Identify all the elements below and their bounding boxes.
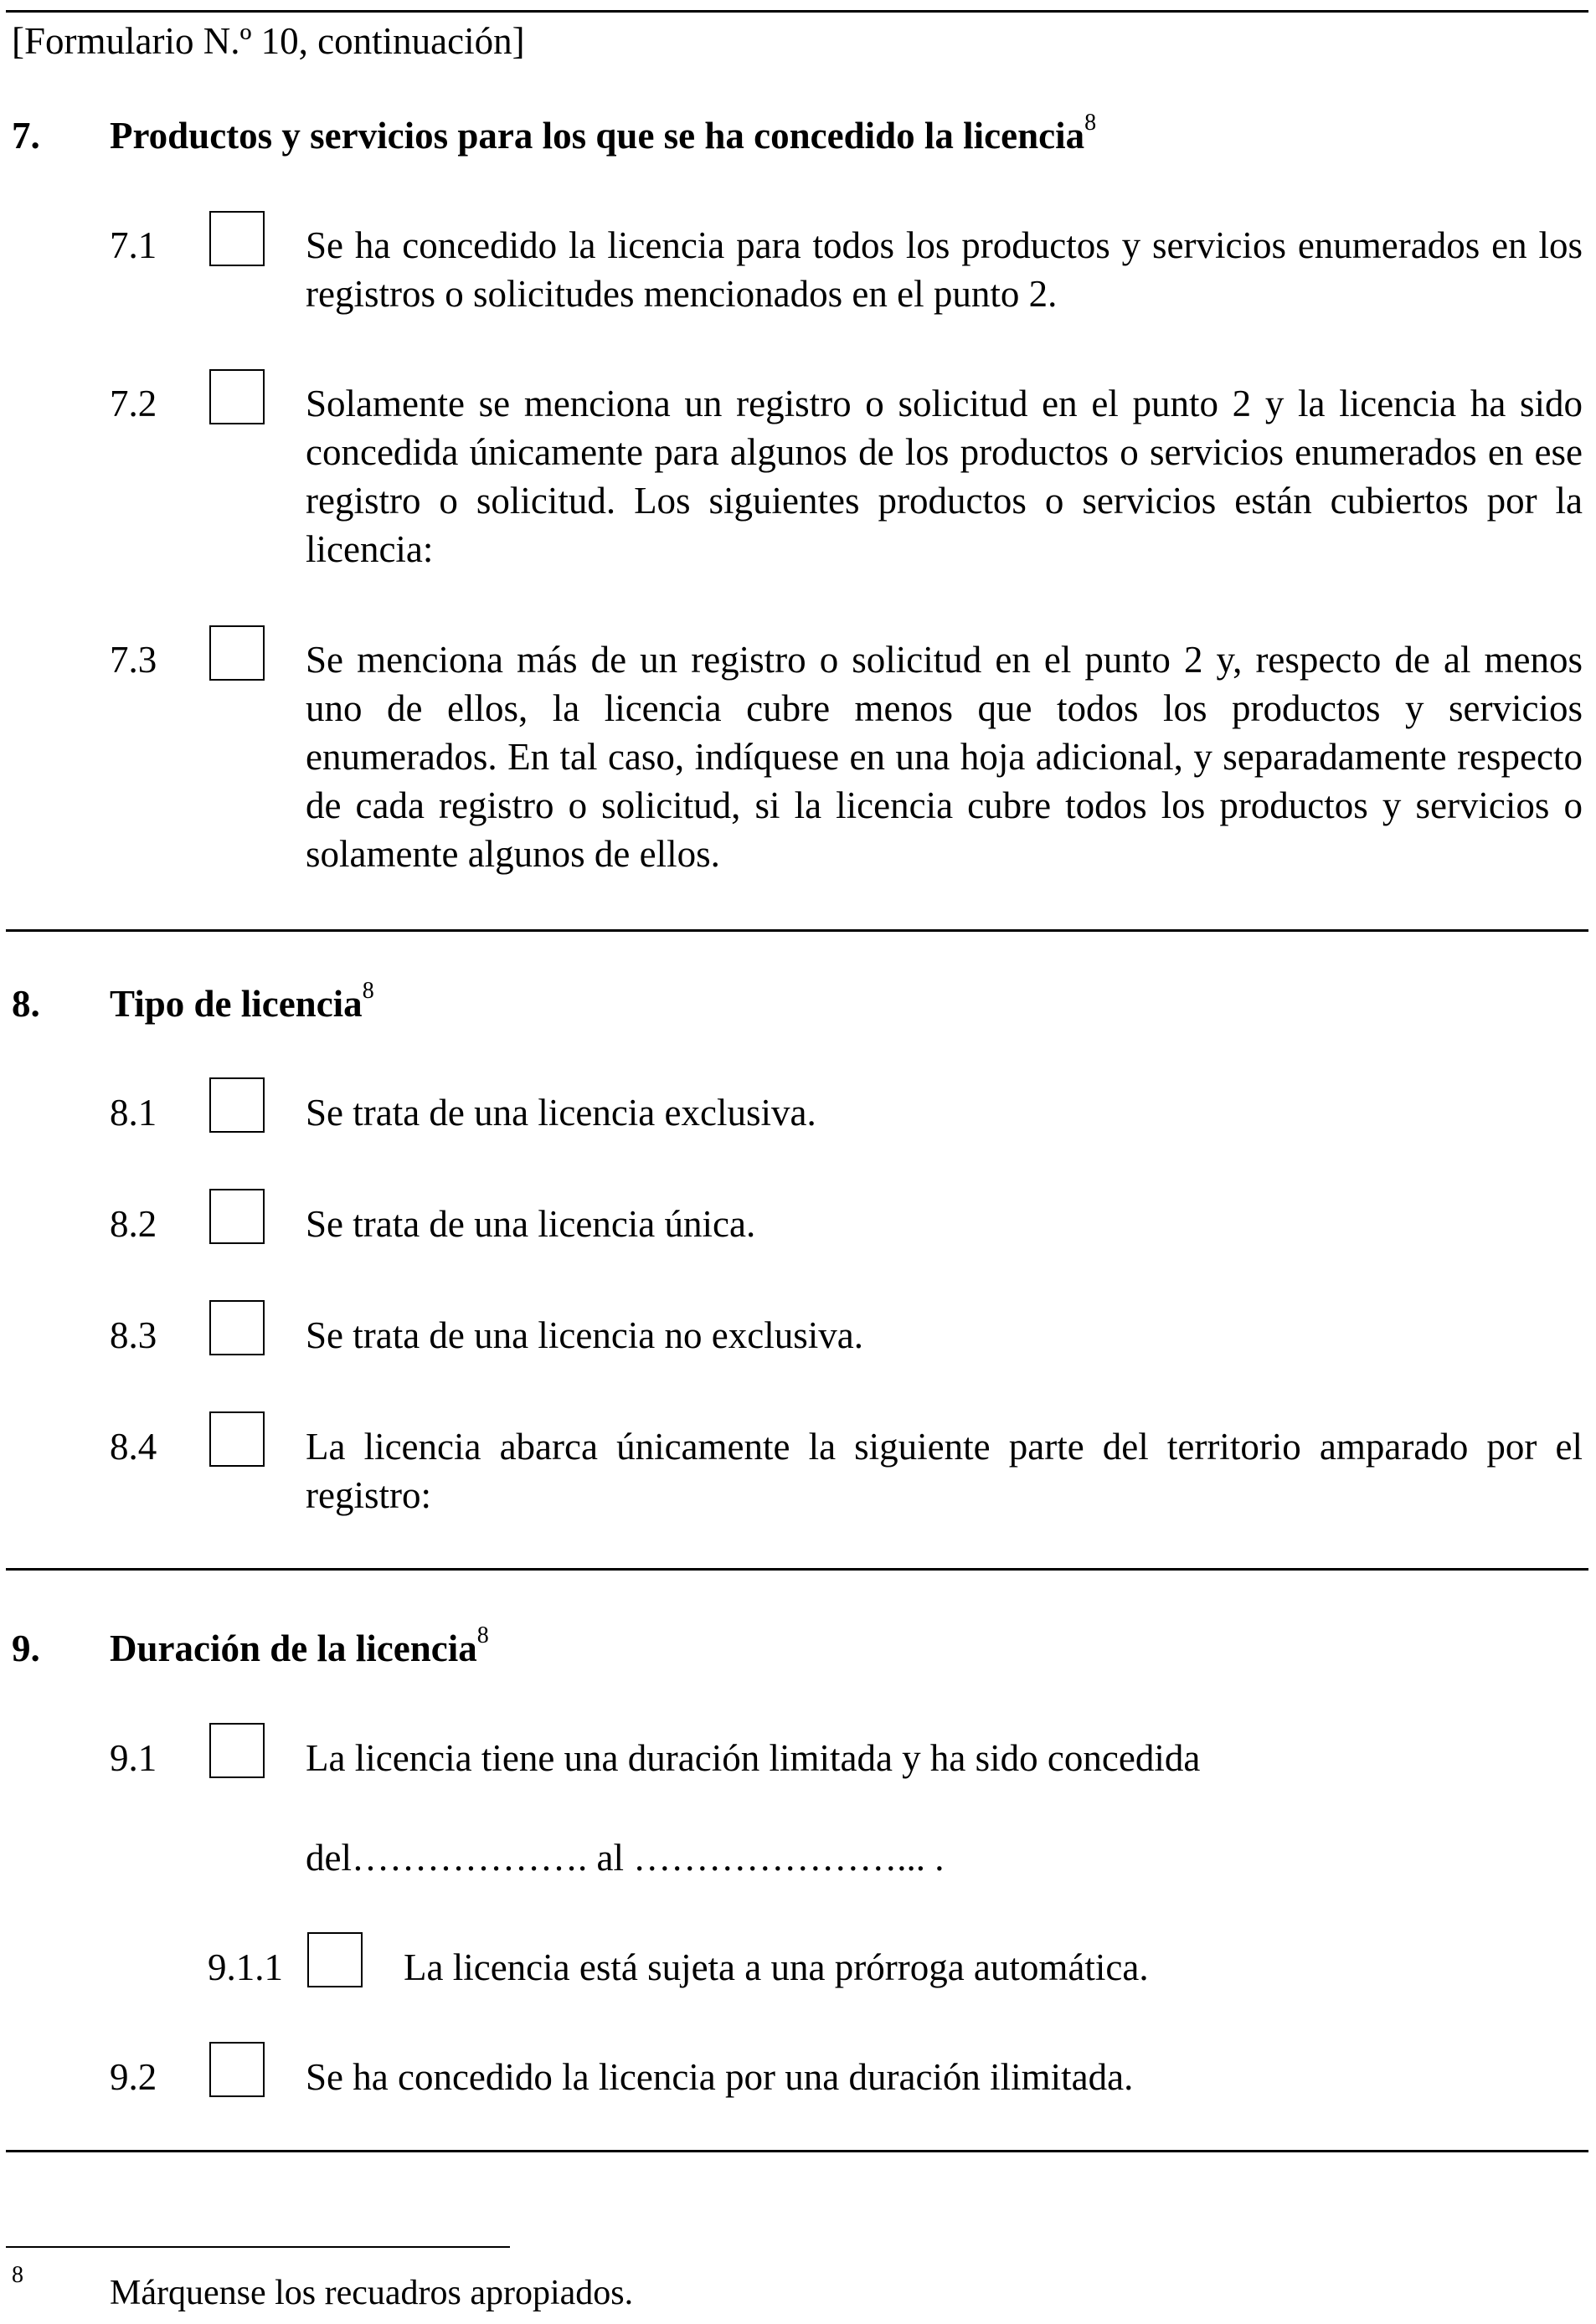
item-8-3-number: 8.3 bbox=[110, 1314, 157, 1356]
item-8-2-text: Se trata de una licencia única. bbox=[306, 1203, 756, 1245]
item-7-3-text: Se menciona más de un registro o solicitud en el punto 2 y, respecto de al menos uno de ellos, la licencia cubre menos que todos los productos y servicios enumerados. En tal caso, indíquese en una hoja adicional, y separadamente respecto de cada registro o solicitud, si la licencia cubre todos los productos y servicios o solamente algunos de ellos. bbox=[306, 639, 1583, 875]
item-7-3-checkbox[interactable] bbox=[209, 625, 265, 681]
item-9-2-text: Se ha concedido la licencia por una duración ilimitada. bbox=[306, 2056, 1134, 2098]
section-7-title bbox=[110, 111, 1096, 160]
item-9-1-1-number: 9.1.1 bbox=[208, 1946, 283, 1988]
form-continuation-header: [Formulario N.º 10, continuación] bbox=[12, 20, 525, 62]
item-8-4-number: 8.4 bbox=[110, 1426, 157, 1468]
item-9-2-checkbox[interactable] bbox=[209, 2042, 265, 2097]
item-8-3-text: Se trata de una licencia no exclusiva. bbox=[306, 1314, 863, 1356]
item-8-2-number: 8.2 bbox=[110, 1203, 157, 1245]
item-8-2-checkbox[interactable] bbox=[209, 1189, 265, 1244]
section-8-footnote-ref: 8 bbox=[362, 978, 374, 1004]
top-rule bbox=[6, 10, 1588, 13]
item-7-2-number: 7.2 bbox=[110, 383, 157, 424]
section-9-footnote-ref: 8 bbox=[476, 1622, 489, 1648]
footnote-text: Márquense los recuadros apropiados. bbox=[110, 2274, 634, 2312]
section-7-number: 7. bbox=[12, 115, 40, 157]
item-8-4-checkbox[interactable] bbox=[209, 1411, 265, 1467]
item-7-2-checkbox[interactable] bbox=[209, 369, 265, 424]
section-divider-8-9 bbox=[6, 1568, 1588, 1571]
item-8-3-checkbox[interactable] bbox=[209, 1300, 265, 1355]
item-7-1-text: Se ha concedido la licencia para todos los productos y servicios enumerados en los registros o solicitudes mencionados en el punto 2. bbox=[306, 224, 1583, 315]
footnote-marker: 8 bbox=[12, 2262, 23, 2288]
item-9-1-checkbox[interactable] bbox=[209, 1723, 265, 1778]
section-divider-end bbox=[6, 2150, 1588, 2152]
item-9-1-1-text: La licencia está sujeta a una prórroga automática. bbox=[404, 1946, 1149, 1988]
item-7-1-checkbox[interactable] bbox=[209, 211, 265, 266]
item-7-2-text: Solamente se menciona un registro o solicitud en el punto 2 y la licencia ha sido concedida únicamente para algunos de los productos o servicios enumerados en ese registro o solicitud. Los siguientes productos o servicios están cubiertos por la licencia: bbox=[306, 383, 1583, 570]
section-9-title bbox=[110, 1624, 489, 1673]
item-7-1-number: 7.1 bbox=[110, 224, 157, 266]
item-9-1-number: 9.1 bbox=[110, 1737, 157, 1779]
license-date-range-field[interactable]: del………………. al …………………... . bbox=[306, 1837, 945, 1879]
item-8-1-checkbox[interactable] bbox=[209, 1077, 265, 1133]
item-8-1-number: 8.1 bbox=[110, 1092, 157, 1134]
section-7-footnote-ref: 8 bbox=[1084, 110, 1097, 136]
section-7-title-text: Productos y servicios para los que se ha concedido la licencia bbox=[110, 115, 1085, 157]
section-9-number: 9. bbox=[12, 1627, 40, 1669]
item-7-3-number: 7.3 bbox=[110, 639, 157, 681]
item-8-1-text: Se trata de una licencia exclusiva. bbox=[306, 1092, 816, 1134]
section-8-title-text: Tipo de licencia bbox=[110, 983, 363, 1025]
section-divider-7-8 bbox=[6, 929, 1588, 932]
item-9-1-1-checkbox[interactable] bbox=[307, 1932, 363, 1987]
item-8-4-text: La licencia abarca únicamente la siguiente parte del territorio amparado por el registro: bbox=[306, 1426, 1583, 1516]
section-8-title bbox=[110, 979, 374, 1028]
section-8-number: 8. bbox=[12, 983, 40, 1025]
section-9-title-text: Duración de la licencia bbox=[110, 1627, 477, 1669]
item-9-1-text: La licencia tiene una duración limitada y ha sido concedida bbox=[306, 1737, 1201, 1779]
footnote-separator bbox=[6, 2246, 510, 2248]
item-9-2-number: 9.2 bbox=[110, 2056, 157, 2098]
